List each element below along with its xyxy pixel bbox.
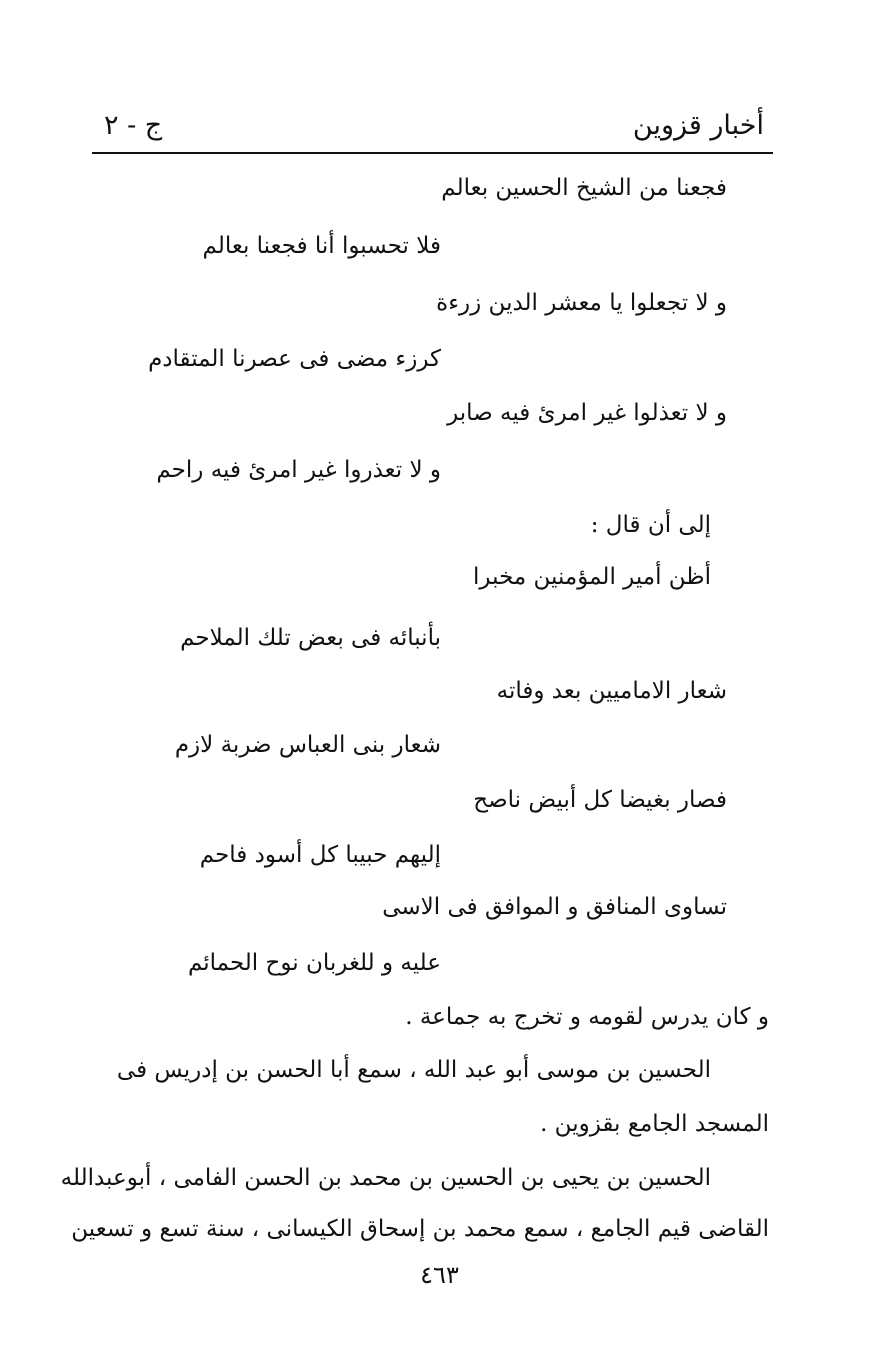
poem-line-3: و لا تجعلوا يا معشر الدين زرءة	[436, 290, 727, 316]
page-number: ٤٦٣	[420, 1261, 459, 1289]
poem-line-6: و لا تعذروا غير امرئ فيه راحم	[156, 457, 441, 483]
poem-line-11: شعار بنى العباس ضربة لازم	[174, 732, 441, 758]
header-divider	[92, 152, 773, 154]
poem-line-12: فصار بغيضا كل أبيض ناصح	[473, 787, 727, 813]
poem-line-15: عليه و للغربان نوح الحمائم	[187, 950, 441, 976]
poem-line-9: بأنبائه فى بعض تلك الملاحم	[180, 625, 441, 651]
volume-label: ج - ٢	[104, 110, 163, 141]
poem-line-4: كرزء مضى فى عصرنا المتقادم	[148, 346, 441, 372]
poem-line-14: تساوى المنافق و الموافق فى الاسى	[382, 894, 727, 920]
running-header	[92, 100, 772, 150]
poem-line-8: أظن أمير المؤمنين مخبرا	[473, 564, 711, 590]
poem-line-13: إليهم حبيبا كل أسود فاحم	[199, 842, 441, 868]
prose-line-20: القاضى قيم الجامع ، سمع محمد بن إسحاق الكيسانى ، سنة تسع و تسعين	[71, 1216, 769, 1242]
prose-line-19: الحسين بن يحيى بن الحسين بن محمد بن الحسن الفامى ، أبوعبدالله	[60, 1165, 711, 1191]
poem-line-5: و لا تعذلوا غير امرئ فيه صابر	[447, 400, 727, 426]
poem-line-10: شعار الاماميين بعد وفاته	[496, 678, 727, 704]
text-line-7: إلى أن قال :	[590, 512, 711, 538]
running-title: أخبار قزوين	[632, 110, 764, 141]
prose-line-16: و كان يدرس لقومه و تخرج به جماعة .	[405, 1004, 769, 1030]
poem-line-2: فلا تحسبوا أنا فجعنا بعالم	[202, 233, 441, 259]
prose-line-17: الحسين بن موسى أبو عبد الله ، سمع أبا الحسن بن إدريس فى	[116, 1057, 711, 1083]
poem-line-1: فجعنا من الشيخ الحسين بعالم	[441, 175, 727, 201]
prose-line-18: المسجد الجامع بقزوين .	[540, 1111, 769, 1137]
